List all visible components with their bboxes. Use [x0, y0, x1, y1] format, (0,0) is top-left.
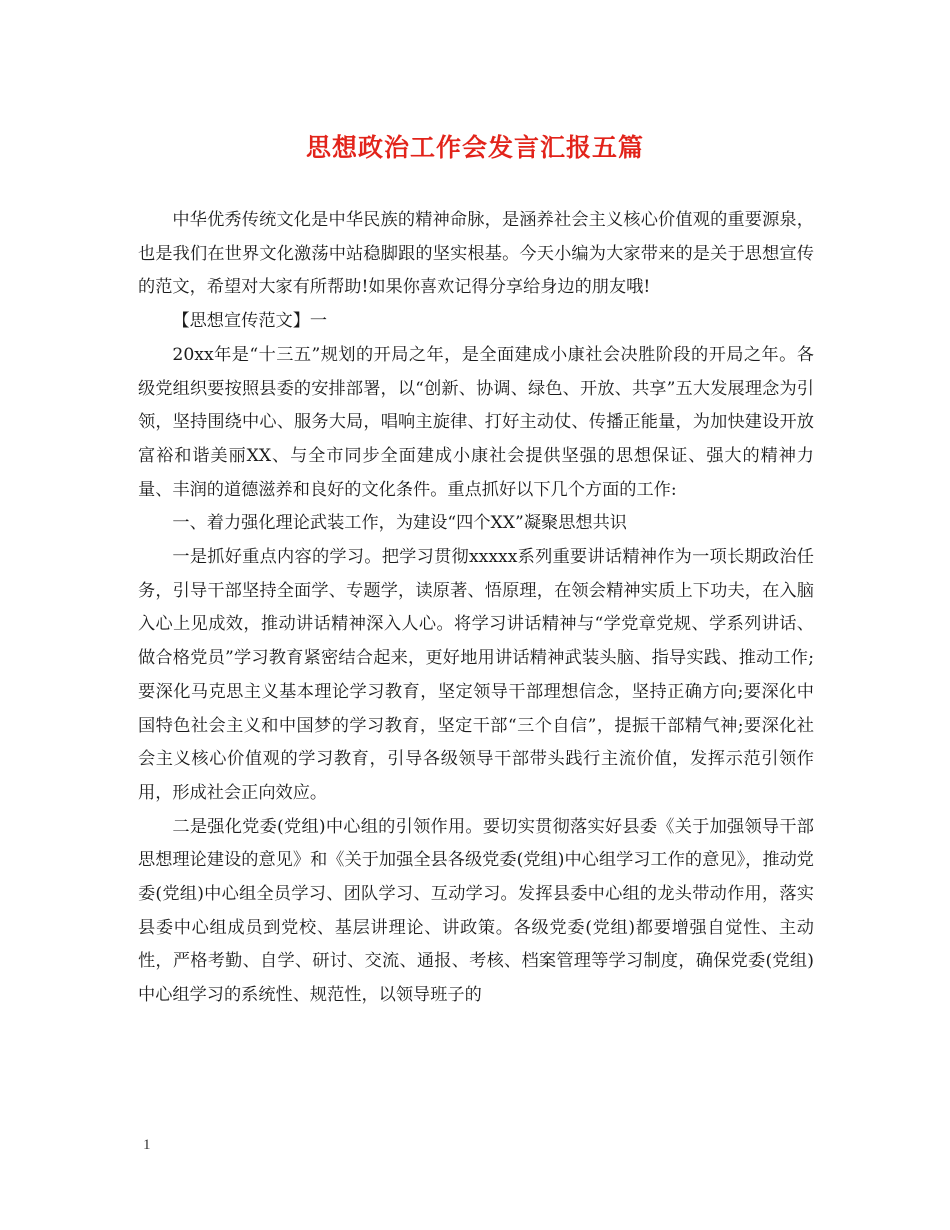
body-paragraph: 二是强化党委(党组)中心组的引领作用。要切实贯彻落实好县委《关于加强领导干部思想理论建设的意见》和《关于加强全县各级党委(党组)中心组学习工作的意见》，推动党委(党组)中心组全员学习、团队学习、互动学习。发挥县委中心组的龙头带动作用，落实县委中心组成员到党校、基层讲理论、讲政策。各级党委(党组)都要增强自觉性、主动性，严格考勤、自学、研讨、交流、通报、考核、档案管理等学习制度，确保党委(党组)中心组学习的系统性、规范性，以领导班子的 [138, 816, 814, 1006]
body-paragraph: 20xx年是“十三五”规划的开局之年，是全面建成小康社会决胜阶段的开局之年。各级党组织要按照县委的安排部署，以“创新、协调、绿色、开放、共享”五大发展理念为引领，坚持围绕中心、服务大局，唱响主旋律、打好主动仗、传播正能量，为加快建设开放富裕和谐美丽XX、与全市同步全面建成小康社会提供坚强的思想保证、强大的精神力量、丰润的道德滋养和良好的文化条件。重点抓好以下几个方面的工作: [138, 344, 814, 500]
document-title: 思想政治工作会发言汇报五篇 [305, 133, 644, 162]
page-number: 1 [143, 1137, 151, 1153]
body-paragraph: 一是抓好重点内容的学习。把学习贯彻xxxxx系列重要讲话精神作为一项长期政治任务，引导干部坚持全面学、专题学，读原著、悟原理，在领会精神实质上下功夫，在入脑入心上见成效，推动讲话精神深入人心。将学习讲话精神与“学党章党规、学系列讲话、做合格党员”学习教育紧密结合起来，更好地用讲话精神武装头脑、指导实践、推动工作;要深化马克思主义基本理论学习教育，坚定领导干部理想信念，坚持正确方向;要深化中国特色社会主义和中国梦的学习教育，坚定干部“三个自信”，提振干部精气神;要深化社会主义核心价值观的学习教育，引导各级领导干部带头践行主流价值，发挥示范引领作用，形成社会正向效应。 [138, 547, 814, 803]
intro-paragraph: 中华优秀传统文化是中华民族的精神命脉，是涵养社会主义核心价值观的重要源泉，也是我们在世界文化激荡中站稳脚跟的坚实根基。今天小编为大家带来的是关于思想宣传的范文，希望对大家有所帮助!如果你喜欢记得分享给身边的朋友哦! [138, 210, 814, 298]
section-heading: 【思想宣传范文】一 [172, 311, 328, 332]
subsection-heading: 一、着力强化理论武装工作，为建设“四个XX”凝聚思想共识 [172, 513, 627, 534]
document-body [138, 204, 814, 1013]
